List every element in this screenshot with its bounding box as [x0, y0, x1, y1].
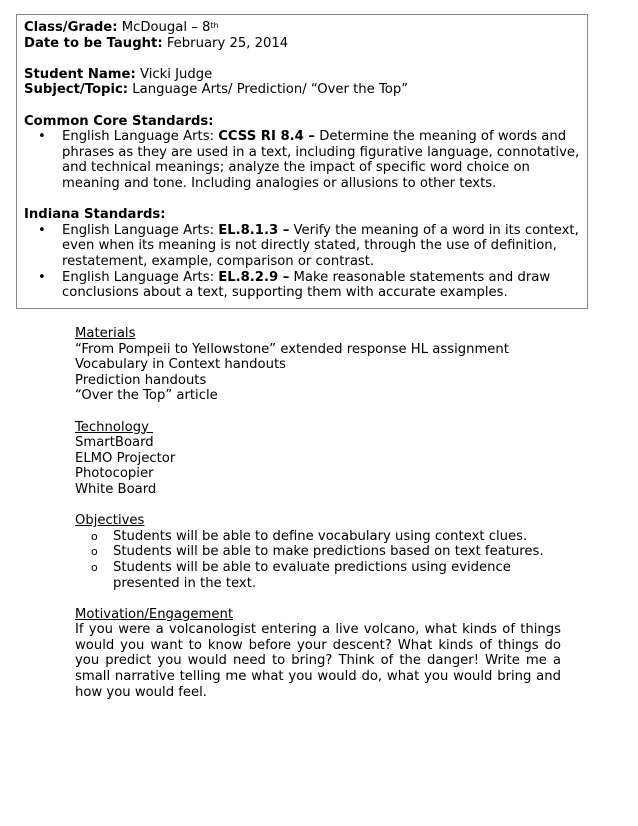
standard-prefix: English Language Arts: — [62, 129, 219, 145]
technology-item: White Board — [75, 481, 157, 497]
subject-value: Language Arts/ Prediction/ “Over the Top” — [132, 82, 409, 98]
bullet-icon: • — [38, 222, 46, 238]
indiana-heading: Indiana Standards: — [24, 207, 166, 223]
indiana-item — [24, 270, 580, 301]
materials-title: Materials — [75, 326, 136, 341]
standard-code: EL.8.1.3 – — [218, 222, 290, 238]
motivation-section — [75, 607, 561, 701]
objective-item — [75, 529, 561, 545]
standard-text: Make reasonable statements and draw conclusions about a text, supporting them with accurate examples. — [62, 269, 551, 301]
objective-text: Students will be able to make predictions based on text features. — [113, 544, 544, 560]
standard-prefix: English Language Arts: — [62, 269, 219, 285]
objectives-list — [75, 529, 561, 591]
lesson-body — [75, 326, 561, 716]
standard-text: Determine the meaning of words and phrases as they are used in a text, including figurative language, connotative, and technical meanings; analyze the impact of specific word choice on meaning and tone. Including analogies or allusions to other texts. — [62, 129, 580, 191]
materials-item: “From Pompeii to Yellowstone” extended response HL assignment — [75, 341, 509, 357]
bullet-icon: • — [38, 129, 46, 145]
objectives-title: Objectives — [75, 513, 145, 529]
date-line — [24, 36, 580, 52]
common-core-item — [24, 129, 580, 191]
objective-text: Students will be able to evaluate predictions using evidence presented in the text. — [113, 559, 511, 591]
materials-item: Prediction handouts — [75, 372, 207, 388]
class-grade-superscript: th — [210, 21, 219, 30]
date-label: Date to be Taught: — [24, 35, 163, 51]
standard-code: EL.8.2.9 – — [218, 269, 290, 285]
bullet-icon: • — [38, 269, 46, 285]
motivation-title: Motivation/Engagement — [75, 606, 233, 622]
class-grade-line — [24, 20, 580, 36]
technology-item: SmartBoard — [75, 435, 154, 451]
class-grade-value: McDougal – 8 — [121, 20, 211, 35]
materials-section — [75, 326, 561, 404]
standard-code: CCSS RI 8.4 – — [218, 129, 315, 145]
technology-item: ELMO Projector — [75, 450, 176, 466]
student-label: Student Name: — [24, 66, 136, 82]
indiana-list — [24, 223, 580, 301]
lesson-header-box — [16, 14, 588, 309]
technology-section — [75, 420, 561, 498]
materials-item: “Over the Top” article — [75, 388, 218, 404]
objective-item — [75, 544, 561, 560]
subject-label: Subject/Topic: — [24, 82, 129, 98]
circle-bullet-icon: o — [91, 545, 98, 559]
standard-text: Verify the meaning of a word in its context, even when its meaning is not directly stated, through the use of definition, restatement, example, comparison or contrast. — [62, 222, 579, 269]
common-core-list — [24, 129, 580, 191]
technology-title: Technology — [75, 419, 154, 435]
indiana-item — [24, 223, 580, 270]
common-core-heading: Common Core Standards: — [24, 113, 214, 129]
student-line — [24, 67, 580, 83]
circle-bullet-icon: o — [91, 529, 98, 543]
class-grade-label: Class/Grade: — [24, 20, 118, 35]
motivation-text: If you were a volcanologist entering a live volcano, what kinds of things would you want to know before your descent? What kinds of things do you predict you would need to bring? Think of the danger! Write me a small narrative telling me what you would do, what you would bring and how you would feel. — [75, 622, 561, 700]
student-value: Vicki Judge — [139, 66, 213, 82]
subject-line — [24, 82, 580, 98]
circle-bullet-icon: o — [91, 560, 98, 574]
technology-item: Photocopier — [75, 466, 154, 482]
objective-text: Students will be able to define vocabulary using context clues. — [113, 528, 528, 544]
standard-prefix: English Language Arts: — [62, 222, 219, 238]
objectives-section — [75, 513, 561, 591]
date-value: February 25, 2014 — [166, 35, 289, 51]
objective-item — [75, 560, 561, 591]
materials-item: Vocabulary in Context handouts — [75, 357, 286, 373]
